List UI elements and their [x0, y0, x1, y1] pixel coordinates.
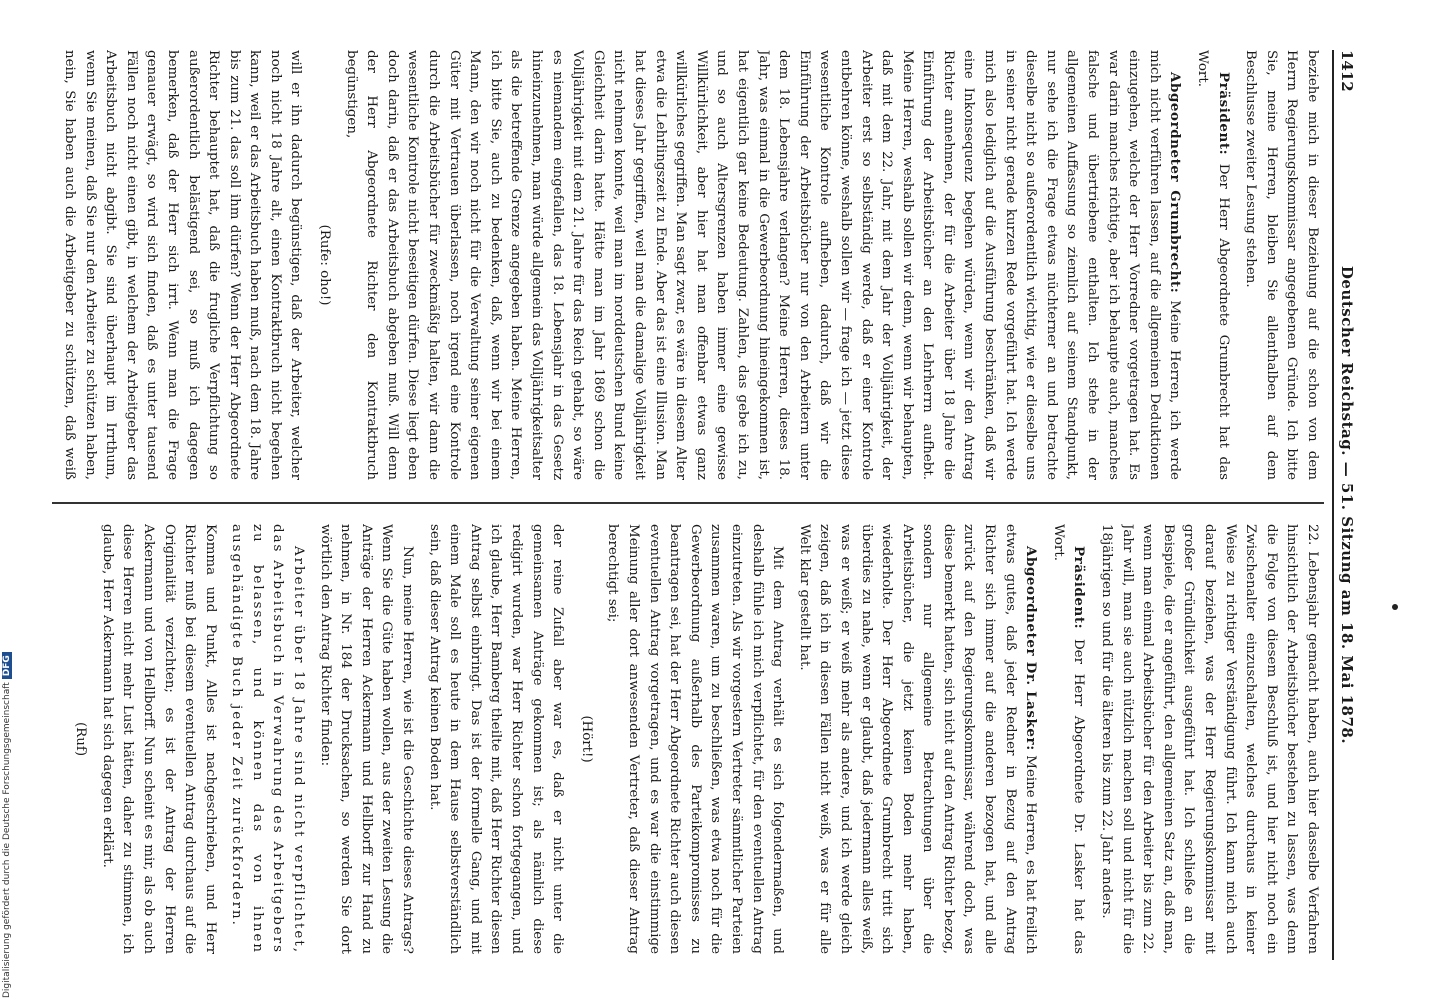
right-column [62, 524, 1322, 954]
paragraph-text: Meine Herren, es hat freilich etwas gutes, daß jeder Redner in Bezug auf den Antrag Richter sich immer auf die anderen bezogen hat, und alle zurück auf den Regierungskommissar, während doch, was diese bemerkt hatten, sich nicht auf den Antrag Richter bezog, sondern nur allgemeine Betrachtungen über die Arbeitsbücher, die jetzt keinen Boden mehr haben, wiederholte. Der Herr Abgeordnete Grumbrecht tritt sich überdies zu nahe, wenn er glaubt, daß jedermann alles weiß, was er weiß; er weiß mehr als andere, und ich werde gleich zeigen, daß ich in diesen Fällen nicht weiß, was er für alle Welt klar gestellt hat. [796, 524, 1039, 954]
running-title: Deutscher Reichstag. — 51. Sitzung am 18. Mai 1878. [1338, 265, 1356, 745]
paragraph: der reine Zufall aber war es, daß er nicht unter die gemeinsamen Anträge gekommen ist; als nämlich diese redigirt wurden, war Herr Richter schon fortgegangen, und ich glaube, Herr Bamberg theilte mit, daß Herr Richter diesen Antrag selbst einbringt. Das ist der formelle Gang, und mit einem Male soll es heute in dem Hause selbstverständlich sein, daß dieser Antrag keinen Boden hat. [426, 524, 566, 954]
scan-speck-dot [1392, 604, 1398, 610]
column-divider [52, 502, 1324, 504]
interjection: (Hört!) [578, 715, 594, 763]
paragraph: will er ihn dadurch begünstigen, daß der Arbeiter, welcher noch nicht 18 Jahre alt, einen Kontraktbruch nicht begehen kann, weil er das Arbeitsbuch haben muß, nach dem 18. Jahre bis zum 21. das soll ihm dürfen? Wenn der Herr Abgeordnete Richter behauptet hat, daß die frugliche Verpflichtung so außerordentlich belästigend sei, so muß ich dagegen bemerken, daß der Herr sich irrt. Wenn man die Frage genauer erwägt, so wird sich finden, daß es unter tausend Fällen noch nicht einen gibt, in welchem der Arbeitgeber das Arbeitsbuch nicht abgibt. Sie sind überhaupt im Irrthum, wenn Sie meinen, daß Sie nur den Arbeiter zu schützen haben, nein, Sie haben auch die Arbeitgeber zu schützen, daß weiß [62, 50, 304, 480]
paragraph-text: Der Herr Abgeordnete Dr. Lasker hat das Wort. [1050, 524, 1087, 954]
paragraph [1191, 50, 1233, 480]
paragraph [793, 524, 1041, 954]
paragraph: 22. Lebensjahr gemacht haben, auch hier dasselbe Verfahren hinsichtlich der Arbeitsbücher bestehen zu lassen, was denn die Folge von diesem Beschluß ist, und hier nicht noch ein Zwischenalter einzuschalten, welches durchaus in keiner Weise zu richtiger Verständigung führt. Ich kann mich auch darauf beziehen, was der Herr Regierungskommissar mit großer Gründlichkeit ausgeführt hat. Ich schließe an die Beispiele, die er angeführt, den allgemeinen Satz an, daß man, wenn man einmal Arbeitsbücher für den Arbeiter bis zum 22. Jahr will, man sie auch nützlich machen soll und nicht für die 18jährigen so und für die älteren bis zum 22. Jahr anders. [1099, 524, 1320, 954]
interjection: (Rufe: oho!) [317, 224, 333, 306]
paragraph [1047, 524, 1089, 954]
paragraph [340, 50, 1185, 480]
paragraph: Nun, meine Herren, wie ist die Geschichte dieses Antrags? Wenn Sie die Güte haben wollen, aus der zweiten Lesung die Anträge der Herren Ackermann und Hellborff zur Hand zu nehmen, in Nr. 184 der Drucksachen, so werden Sie dort wörtlich den Antrag Richter finden: [317, 524, 416, 954]
header-rule [1332, 50, 1334, 960]
document-page [22, 50, 1362, 960]
digitization-credit [2, 652, 12, 998]
interjection: (Ruf) [73, 721, 89, 757]
speaker-label: Präsident: [1071, 546, 1088, 630]
paragraph-text: Der Herr Abgeordnete Grumbrecht hat das Wort. [1195, 50, 1231, 480]
speaker-label: Präsident: [1215, 72, 1232, 156]
credit-text: Digitalisierung gefördert durch die Deutsche Forschungsgemeinschaft [2, 682, 12, 998]
paragraph: Komma und Punkt, Alles ist nachgeschrieben, und Herr Richter muß bei diesem eventuellen Antrag durchaus auf die Originalität verzichten; es ist der Antrag der Herren Ackermann und von Hellborff. Nun scheint es mir, als ob auch diese Herren nicht mehr Lust hätten, daher zu stimmen, ich glaube, Herr Ackermann hat sich dagegen erklärt. [99, 524, 218, 954]
quoted-motion: Arbeiter über 18 Jahre sind nicht verpflichtet, das Arbeitsbuch in Verwahrung des Arbeitgebers zu belassen, und können das von ihnen ausgehändigte Buch jeder Zeit zurückfordern. [229, 524, 307, 954]
paragraph-text: Meine Herren, ich werde mich nicht verführen lassen, auf die allgemeinen Deduktionen einzugehen, welche der Herr Vorredner vorgetragen hat. Es war darin manches richtige, aber ich behaupte auch, manches falsche und übertriebene enthalten. Ich stehe in der allgemeinen Auffassung so ziemlich auf seinem Standpunkt, nur sehe ich die Frage etwas nüchterner an und betrachte dieselbe nicht so außerordentlich wichtig, wie er dieselbe uns in seiner nicht gerade kurzen Rede vorgeführt hat. Ich werde mich also lediglich auf die Ausführung beschränken, daß wir eine Inkonsequenz begehen würden, wenn wir den Antrag Richter annehmen, der für die Arbeiter über 18 Jahre die Einführung der Arbeitsbücher an den Lehrherrn aufhebt. Meine Herren, weshalb sollen wir denn, wenn wir behaupten, daß mit dem 22. Jahr, mit dem Jahr der Volljährigkeit, der Arbeiter erst so selbständig werde, daß er einer Kontrole entbehren könne, weshalb sollen wir — frage ich — jetzt diese wesentliche Kontrole aufheben, dadurch, daß wir die Einführung der Arbeitsbücher nur von den Arbeitern unter dem 18. Lebensjahre verlangen? Meine Herren, dieses 18. Jahr, was einmal in die Gewerbeordnung hineingekommen ist, hat eigentlich gar keine Bedeutung. Zahlen, das gebe ich zu, und so auch Altersgrenzen haben immer eine gewisse Willkürlichkeit, aber hier hat man offenbar etwas ganz willkürliches gegriffen. Man sagt zwar, es wäre in diesem Alter etwa die Lehrlingszeit zu Ende. Aber das ist eine Illusion. Man hat dieses Jahr gegriffen, weil man die damalige Volljährigkeit nicht nehmen konnte, weil man im norddeutschen Bund keine Gleichheit darin hatte. Hätte man im Jahr 1869 schon die Volljährigkeit mit dem 21. Jahre für das Reich gehabt, so wäre es niemandem eingefallen, das 18. Lebensjahr in das Gesetz hineinzunehmen, man würde allgemein das Volljährigkeitsalter als die betreffende Grenze angegeben haben. Meine Herren, ich bitte Sie, auch zu bedenken, daß, wenn wir bei einem Mann, den wir noch nicht für die Verwaltung seiner eigenen Güter mit Vertrauen überlassen, noch irgend eine Kontrole durch die Arbeitsbücher für zweckmäßig halten, wir dann die wesentliche Kontrole nicht beseitigen dürfen. Diese liegt eben doch darin, daß er das Arbeitsbuch abgeben muß. Will denn der Herr Abgeordnete Richter den Kontraktbruch begünstigen, [343, 50, 1183, 480]
left-column [62, 50, 1322, 480]
speaker-label: Abgeordneter Grumbrecht: [1167, 72, 1184, 294]
page-number: 1412 [1338, 50, 1356, 92]
dfg-logo: DFG [2, 652, 12, 679]
speaker-label: Abgeordneter Dr. Lasker: [1023, 546, 1040, 751]
paragraph: beziehe mich in dieser Beziehung auf die schon von dem Herrn Regierungskommissar angegebenen Gründe. Ich bitte Sie, meine Herren, bleiben Sie allenthalben auf dem Beschlusse zweiter Lesung stehen. [1243, 50, 1320, 480]
paragraph: Mit dem Antrag verhält es sich folgendermaßen, und deshalb fühle ich mich verpflichtet, für den eventuellen Antrag einzutreten. Als wir vorgestern Vertreter sämmtlicher Parteien zusammen waren, um zu beschließen, was etwa noch für die Gewerbeordnung außerhalb des Parteikompromisses zu beantragen sei, hat der Herr Abgeordnete Richter auch diesen eventuellen Antrag vorgetragen, und es war die einstimmige Meinung aller dort anwesenden Vertreter, daß dieser Antrag berechtigt sei; [605, 524, 786, 954]
